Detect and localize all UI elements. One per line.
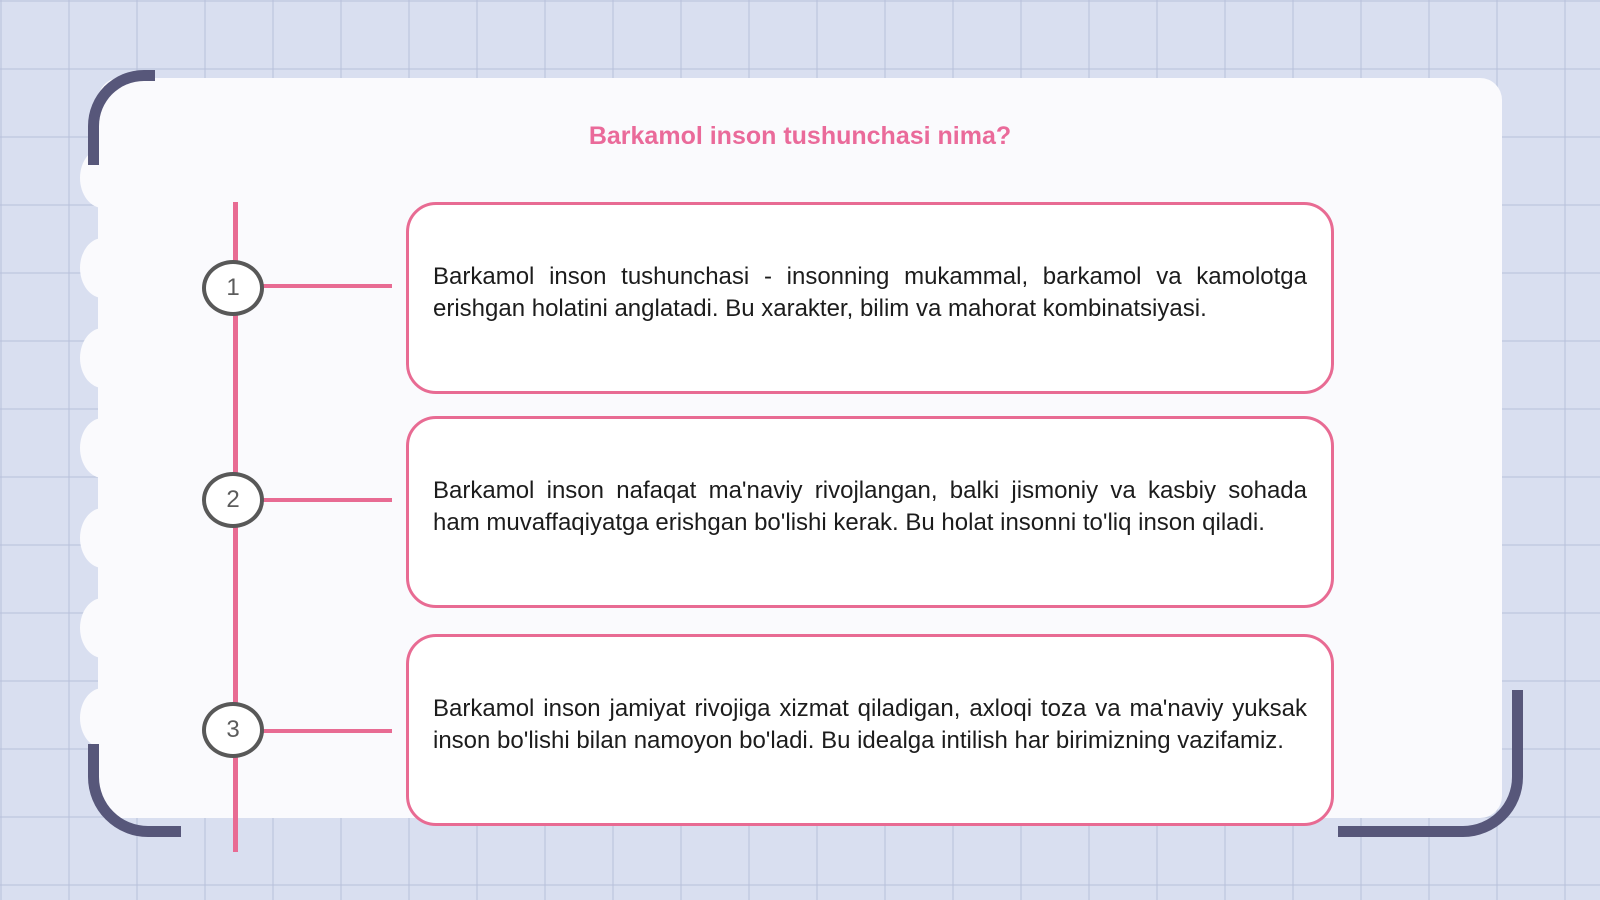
notebook-scallop <box>80 508 126 568</box>
step-description: Barkamol inson nafaqat ma'naviy rivojlangan, balki jismoniy va kasbiy sohada ham muvaffaqiyatga erishgan bo'lishi kerak. Bu holat insonni to'liq inson qiladi. <box>433 477 1307 536</box>
step-text-box <box>406 416 1334 608</box>
step-number-badge: 2 <box>202 472 264 528</box>
notebook-scallop <box>80 598 126 658</box>
step-number-badge: 1 <box>202 260 264 316</box>
corner-bracket-bottom-left <box>88 744 181 837</box>
step-number-badge: 3 <box>202 702 264 758</box>
notebook-scallop <box>80 238 126 298</box>
step-text-box <box>406 634 1334 826</box>
timeline-connector <box>260 498 392 502</box>
slide-title: Barkamol inson tushunchasi nima? <box>588 122 1012 150</box>
corner-bracket-bottom-right <box>1338 690 1523 837</box>
notebook-scallop <box>80 418 126 478</box>
step-text-box <box>406 202 1334 394</box>
timeline-connector <box>260 729 392 733</box>
notebook-scallop <box>80 328 126 388</box>
step-description: Barkamol inson tushunchasi - insonning mukammal, barkamol va kamolotga erishgan holatini anglatadi. Bu xarakter, bilim va mahorat kombinatsiyasi. <box>433 263 1307 322</box>
timeline-connector <box>260 284 392 288</box>
notebook-scallop <box>80 688 126 748</box>
step-description: Barkamol inson jamiyat rivojiga xizmat qiladigan, axloqi toza va ma'naviy yuksak inson bo'lishi bilan namoyon bo'ladi. Bu idealga intilish har birimizning vazifamiz. <box>433 695 1307 754</box>
